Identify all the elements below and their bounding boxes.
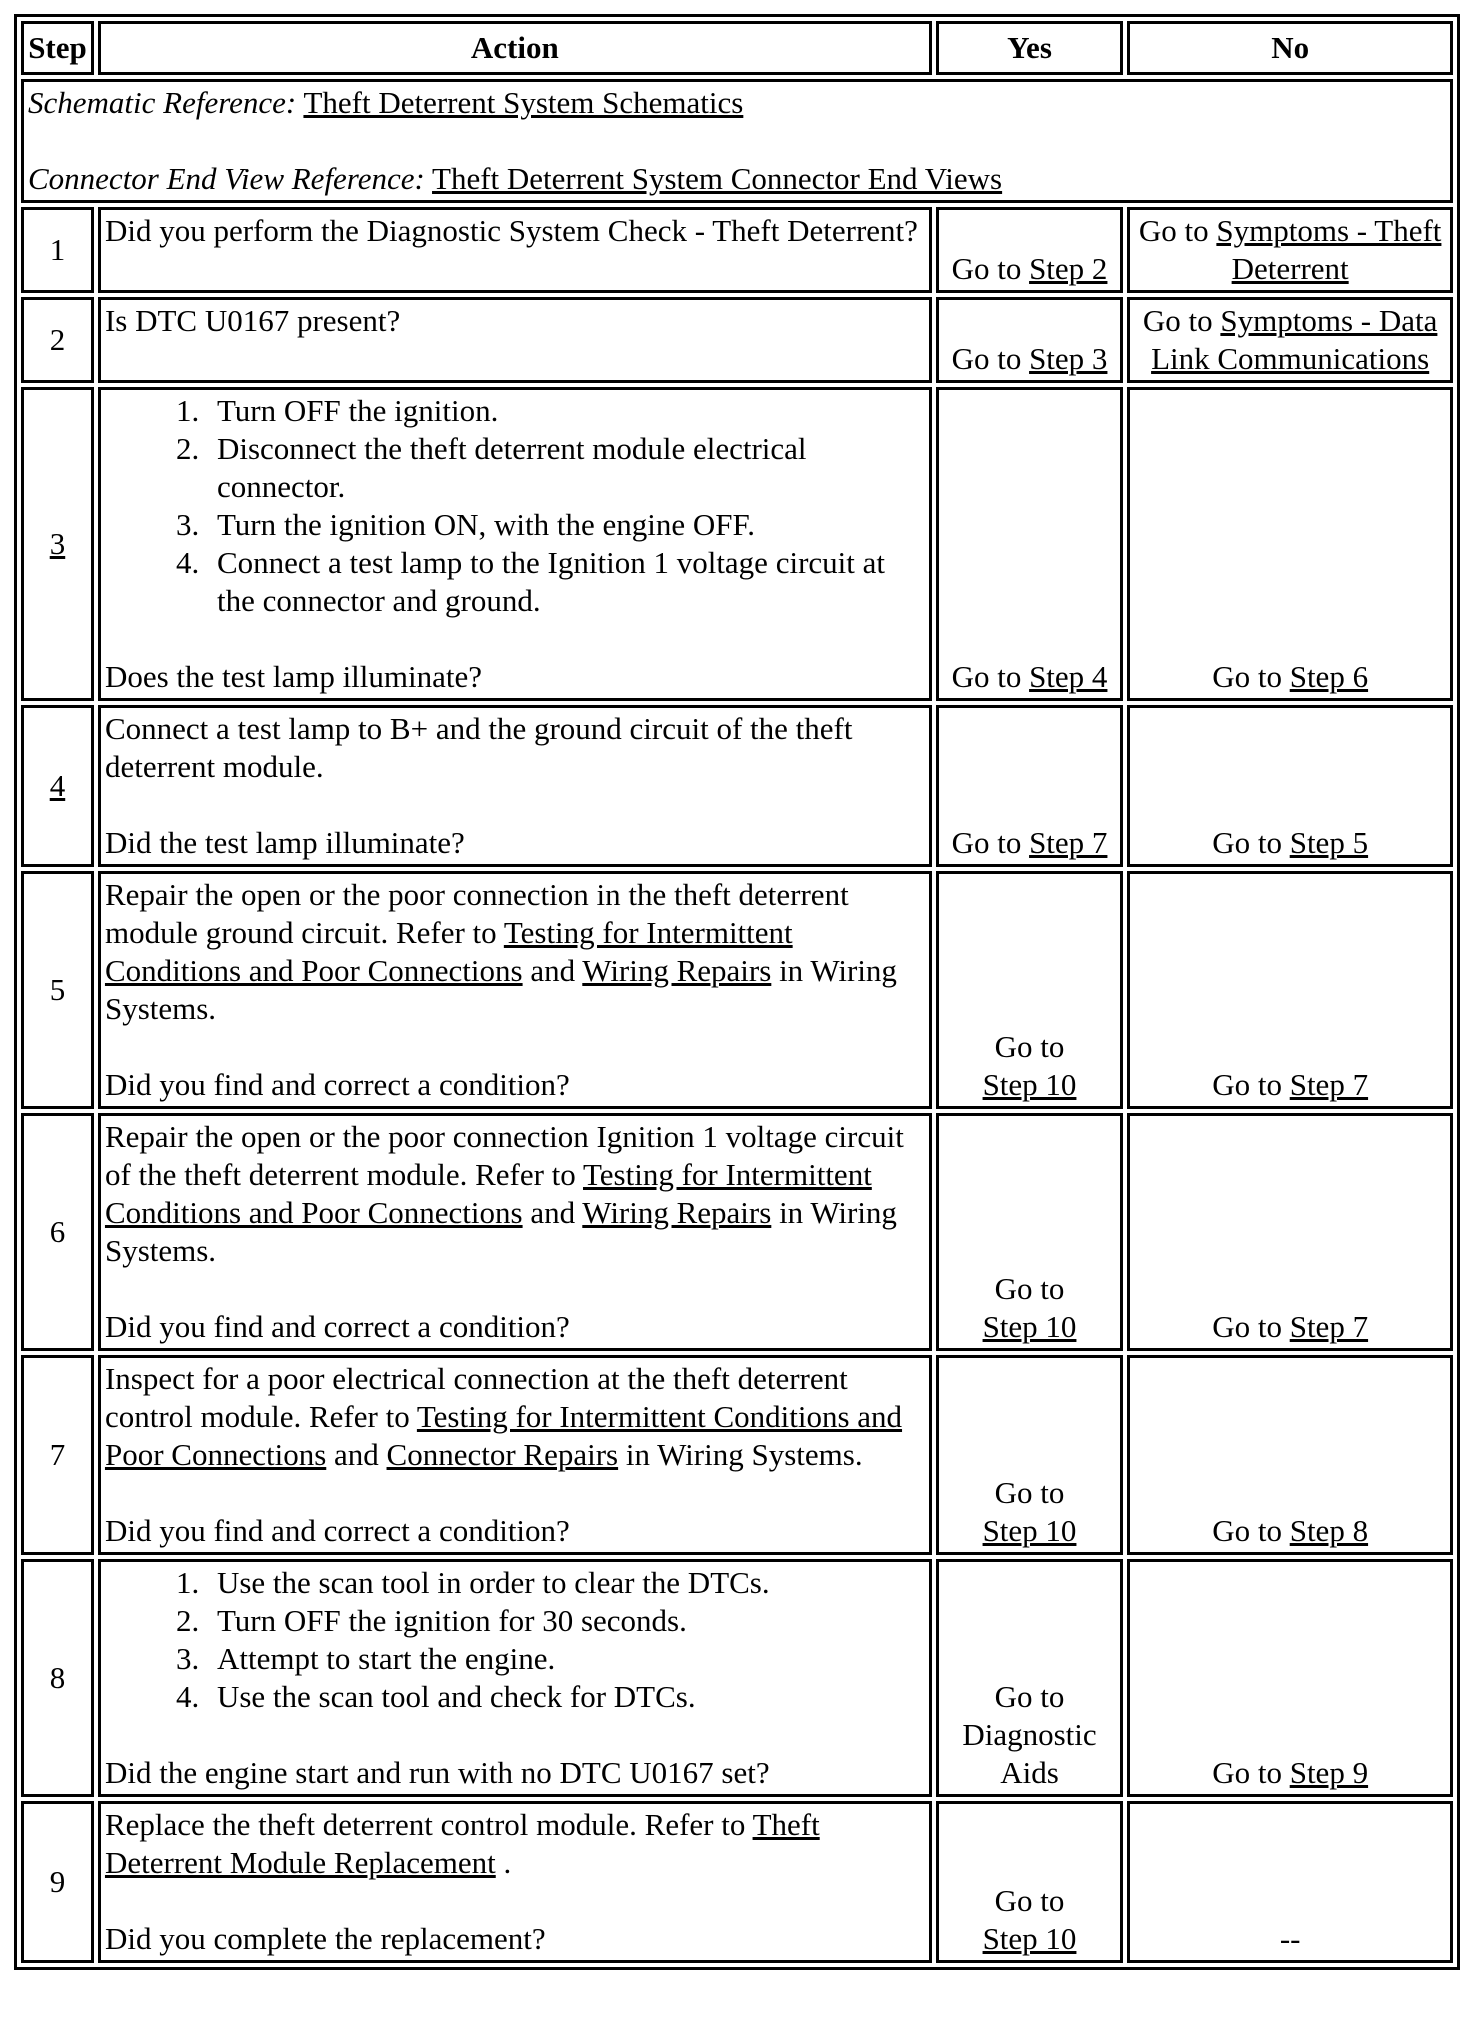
table-row-step-8 (21, 1559, 1453, 1797)
instruction-item: 1. Turn OFF the ignition. (207, 392, 925, 430)
instruction-item: 2. Turn OFF the ignition for 30 seconds. (207, 1602, 925, 1640)
schematic-reference-link[interactable]: Theft Deterrent System Schematics (303, 85, 744, 120)
step-question: Did you perform the Diagnostic System Check - Theft Deterrent? (104, 213, 918, 248)
yes-cell: Go to Step 10 (936, 871, 1124, 1109)
yes-cell: Go to Step 10 (936, 1113, 1124, 1351)
table-row-step-5 (21, 871, 1453, 1109)
no-link[interactable]: Step 5 (1289, 825, 1369, 860)
no-cell: Go to Step 8 (1127, 1355, 1453, 1555)
action-cell (98, 207, 932, 293)
table-row-step-2 (21, 297, 1453, 383)
yes-cell: Go to Step 3 (936, 297, 1124, 383)
yes-text: Go to Diagnostic Aids (962, 1679, 1097, 1790)
yes-cell: Go to Step 4 (936, 387, 1124, 701)
yes-link[interactable]: Step 7 (1029, 825, 1108, 860)
header-row (21, 21, 1453, 75)
instruction-item: 2. Disconnect the theft deterrent module electrical connector. (207, 430, 925, 506)
table-row-step-7 (21, 1355, 1453, 1555)
step-question: Is DTC U0167 present? (104, 303, 401, 338)
testing-intermittent-link[interactable]: Testing for Intermittent Conditions and Poor Connections (104, 915, 793, 988)
step-text: Replace the theft deterrent control module. Refer to Theft Deterrent Module Replacement . (104, 1807, 820, 1880)
no-link[interactable]: Step 7 (1289, 1067, 1369, 1102)
action-cell (98, 871, 932, 1109)
step-text: Inspect for a poor electrical connection at the theft deterrent control module. Refer to Testing for Intermittent Conditions and Poor Connections and Connector Repairs in Wiring Systems. (104, 1361, 903, 1472)
action-cell (98, 1355, 932, 1555)
header-action: Action (98, 21, 932, 75)
step-number: 7 (21, 1355, 94, 1555)
yes-cell: Go to Step 7 (936, 705, 1124, 867)
step-question: Did you find and correct a condition? (104, 1309, 570, 1344)
step-link[interactable]: 3 (49, 526, 66, 561)
reference-row (21, 79, 1453, 203)
action-cell (98, 387, 932, 701)
step-text: Connect a test lamp to B+ and the ground circuit of the theft deterrent module. (104, 711, 853, 784)
step-number: 8 (21, 1559, 94, 1797)
module-replacement-link[interactable]: Theft Deterrent Module Replacement (104, 1807, 820, 1880)
yes-cell: Go to Step 10 (936, 1801, 1124, 1963)
no-link[interactable]: Symptoms - Theft Deterrent (1216, 213, 1442, 286)
yes-link[interactable]: Step 10 (982, 1309, 1077, 1344)
testing-intermittent-link[interactable]: Testing for Intermittent Conditions and Poor Connections (104, 1157, 872, 1230)
no-cell: Go to Step 7 (1127, 871, 1453, 1109)
schematic-reference (28, 84, 1446, 122)
table-row-step-6 (21, 1113, 1453, 1351)
no-link[interactable]: Symptoms - Data Link Communications (1151, 303, 1438, 376)
action-cell (98, 1559, 932, 1797)
yes-cell (936, 1559, 1124, 1797)
connector-reference-label: Connector End View Reference: (28, 161, 425, 196)
instruction-item: 3. Turn the ignition ON, with the engine OFF. (207, 506, 925, 544)
header-step: Step (21, 21, 94, 75)
yes-link[interactable]: Step 10 (982, 1513, 1077, 1548)
diagnostic-table-container (14, 14, 1460, 1970)
table-row-step-1 (21, 207, 1453, 293)
schematic-reference-label: Schematic Reference: (28, 85, 297, 120)
step-number: 1 (21, 207, 94, 293)
no-cell: Go to Step 7 (1127, 1113, 1453, 1351)
connector-reference-link[interactable]: Theft Deterrent System Connector End Views (432, 161, 1003, 196)
no-cell: Go to Step 5 (1127, 705, 1453, 867)
step-question: Did the test lamp illuminate? (104, 825, 465, 860)
header-yes: Yes (936, 21, 1124, 75)
yes-link[interactable]: Step 4 (1029, 659, 1108, 694)
step-question: Did the engine start and run with no DTC U0167 set? (104, 1755, 770, 1790)
step-question: Does the test lamp illuminate? (104, 659, 483, 694)
no-link[interactable]: Step 8 (1289, 1513, 1369, 1548)
step-question: Did you find and correct a condition? (104, 1067, 570, 1102)
no-text: -- (1279, 1921, 1301, 1956)
yes-link[interactable]: Step 10 (982, 1067, 1077, 1102)
no-cell (1127, 1801, 1453, 1963)
step-question: Did you complete the replacement? (104, 1921, 546, 1956)
action-cell (98, 1113, 932, 1351)
action-cell (98, 705, 932, 867)
step-question: Did you find and correct a condition? (104, 1513, 570, 1548)
no-link[interactable]: Step 7 (1289, 1309, 1369, 1344)
step-text: Repair the open or the poor connection in the theft deterrent module ground circuit. Refer to Testing for Intermittent Conditions and Poor Connections and Wiring Repairs in Wiring Systems. (104, 877, 897, 1026)
table-row-step-3 (21, 387, 1453, 701)
reference-cell (21, 79, 1453, 203)
step-text: Repair the open or the poor connection Ignition 1 voltage circuit of the theft deterrent module. Refer to Testing for Intermittent Conditions and Poor Connections and Wiring Repairs in Wiring Systems. (104, 1119, 904, 1268)
no-link[interactable]: Step 9 (1289, 1755, 1369, 1790)
table-row-step-9 (21, 1801, 1453, 1963)
diagnostic-table (14, 14, 1460, 1970)
yes-link[interactable]: Step 10 (982, 1921, 1077, 1956)
step-link[interactable]: 4 (49, 768, 66, 803)
instruction-item: 3. Attempt to start the engine. (207, 1640, 925, 1678)
no-cell: Go to Symptoms - Data Link Communications (1127, 297, 1453, 383)
no-link[interactable]: Step 6 (1289, 659, 1369, 694)
yes-cell: Go to Step 2 (936, 207, 1124, 293)
yes-link[interactable]: Step 3 (1029, 341, 1108, 376)
instruction-item: 1. Use the scan tool in order to clear the DTCs. (207, 1564, 925, 1602)
step-number: 9 (21, 1801, 94, 1963)
action-cell (98, 1801, 932, 1963)
action-cell (98, 297, 932, 383)
no-cell: Go to Symptoms - Theft Deterrent (1127, 207, 1453, 293)
table-row-step-4 (21, 705, 1453, 867)
step-number: 5 (21, 871, 94, 1109)
instruction-item: 4. Connect a test lamp to the Ignition 1 voltage circuit at the connector and ground. (207, 544, 925, 620)
header-no: No (1127, 21, 1453, 75)
no-cell: Go to Step 6 (1127, 387, 1453, 701)
yes-link[interactable]: Step 2 (1029, 251, 1108, 286)
step-number (21, 705, 94, 867)
no-cell: Go to Step 9 (1127, 1559, 1453, 1797)
step-instructions (105, 1564, 925, 1716)
connector-reference (28, 160, 1446, 198)
testing-intermittent-link[interactable]: Testing for Intermittent Conditions and Poor Connections (104, 1399, 903, 1472)
step-number: 6 (21, 1113, 94, 1351)
connector-repairs-link[interactable]: Connector Repairs (386, 1437, 619, 1472)
instruction-item: 4. Use the scan tool and check for DTCs. (207, 1678, 925, 1716)
yes-cell: Go to Step 10 (936, 1355, 1124, 1555)
step-number: 2 (21, 297, 94, 383)
wiring-repairs-link[interactable]: Wiring Repairs (582, 1195, 772, 1230)
wiring-repairs-link[interactable]: Wiring Repairs (582, 953, 772, 988)
step-number (21, 387, 94, 701)
step-instructions (105, 392, 925, 620)
